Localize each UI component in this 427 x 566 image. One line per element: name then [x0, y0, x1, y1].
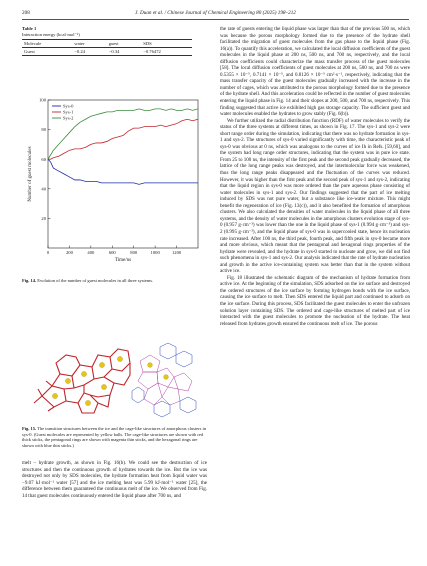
legend-label: Sys-2: [63, 115, 74, 121]
y-tick-label: 80: [41, 127, 46, 133]
table-cell: Guest: [24, 49, 35, 55]
red-cage-network: [34, 349, 130, 413]
table-row: [22, 48, 192, 56]
x-axis-label: Time/ns: [114, 258, 132, 263]
figure-14-caption-text: Evolution of the number of guest molecules in all three systems.: [37, 278, 154, 283]
figure-15-caption-text: The transition structures between the ice and the cage-like structures of amorphous clusters in sys-0. (Guest molecules are represented by yellow balls. The cage-like structures are shown with red thick sticks, the pentagonal rings are shown with magenta thin sticks, and the hexagonal rings are shown with blue thin sticks.): [22, 426, 206, 448]
x-tick-label: 1000: [150, 250, 160, 255]
interaction-energy-table: [22, 39, 192, 56]
left-column: [22, 26, 207, 556]
table-cell: −0.76472: [143, 49, 161, 55]
y-tick-label: 60: [41, 156, 46, 162]
table-title: Interaction energy (kcal·mol⁻¹): [22, 31, 80, 37]
right-column: [220, 26, 410, 556]
x-tick-label: 400: [87, 250, 95, 255]
table-caption: [22, 26, 207, 37]
header-rule: [22, 19, 409, 20]
journal-citation: J. Duan et al. / Chinese Journal of Chemical Engineering 80 (2025) 198–212: [135, 10, 296, 16]
y-tick-label: 100: [39, 97, 46, 103]
right-paragraph-2: We further utilized the radial distribution function (RDF) of water molecules to verify the status of the three systems at different times, as shown in Fig. 17. The sys-1 and sys-2 were short range order during the simulation, indicating that there was no hydrate formation in sys-1 and sys-2. The structures of sys-0 varied significantly with time, the characteristic peak of sys-0 was obvious at 0 ns, which was analogous to the curves of ice Ih in Refs. [59,60], and the system had long range order structures, indicating that the system was in pure ice state. From 25 to 100 ns, the intensity of the first peak and the second peak gradually decreased, the lattice of the long range peaks was destroyed, and the intermolecular force was weakened, thus the long range peaks disappeared and the fluctuation of the curves was reduced. However, it was higher than the first peak and the second peak of sys-1 and sys-2, indicating that the liquid region in sys-0 was more ordered than the pure aqueous phase consisting of water molecules in sys-1 and sys-2. Our findings suggested that the part of ice melting induced by SDS was not pure water, but a substance like ice-water mixture. This might benefit the regeneration of ice (Fig. 13(c)), and it also benefited the formation of amorphous clusters. We also calculated the densities of water molecules in the liquid phase of all three systems, and the density of water molecules in the amorphous clusters evolution stage of sys-0 (0.957 g·cm⁻³) was lower than the one in the liquid phase of sys-1 (0.994 g·cm⁻³) and sys-2 (0.995 g·cm⁻³), and the liquid phase of sys-0 was in supercooled state, hence its nucleation rate increased. After 100 ns, the third peak, fourth peak, and fifth peak in sys-0 became more and more obvious, which meant that the pentagonal and hexagonal rings properties of the hydrate were revealed, and the hydrate in sys-0 started to nucleate and grow, we did not find such phenomena in sys-1 and sys-2. Our analysis indicated that the rate of hydrate nucleation and growth in the active ice-containing system was better than that in the system without active ice.: [220, 117, 410, 275]
series-line-sys-0: [48, 159, 198, 184]
y-tick-label: 40: [41, 186, 46, 192]
x-tick-label: 1200: [171, 250, 182, 255]
figure-14: [22, 88, 207, 293]
figure-15: [22, 341, 207, 456]
y-tick-label: 20: [41, 216, 46, 221]
table-cell: −0.24: [74, 49, 85, 55]
series-line-sys-1: [48, 119, 198, 159]
y-axis-label: Number of guest molecules: [28, 146, 33, 202]
legend-label: Sys-1: [63, 109, 74, 115]
figure-14-caption: [22, 278, 207, 284]
legend-label: Sys-0: [63, 103, 74, 109]
guest-molecules-chart: [22, 88, 207, 273]
page-number: 208: [22, 10, 30, 16]
table-header-cell: guest: [108, 41, 119, 47]
right-paragraph-3: Fig. 18 illustrated the schematic diagram of the mechanism of hydrate formation from active ice. At the beginning of the simulation, SDS adsorbed on the ice surface and destroyed the ordered structures of the ice surface by forming hydrogen bonds with the ice surface, causing the ice surface to melt. Then SDS entered the liquid part and continued to adsorb on the ice surface. During this process, SDS facilitated the guest molecules to enter the unfrozen solution layer containing SDS. The ordered and cage-like structures of melted part of ice interacted with the guest molecules to promote the nucleation of the hydrate. The heat released from hydrates growth ensured the continuous melt of ice. The porous: [220, 274, 410, 327]
table-header-cell: Molecule: [24, 41, 42, 47]
magenta-pentagon-rings: [138, 355, 192, 405]
table-header-row: [22, 40, 192, 48]
x-tick-label: 800: [130, 250, 138, 255]
left-paragraph: melt – hydrate growth, as shown in Fig. 16(b). We could see the destruction of ice structures and then the continuous growth of hydrates towards the ice. But the ice was destroyed not only by SDS molecules, the hydrate formation heat from liquid water was −9.07 kJ·mol⁻¹ water [57] and the ice melting heat was 5.99 kJ·mol⁻¹ water [25], the difference between them guaranteed the continuous melt of the ice. We observed from Fig. 14 that guest molecules continuously entered the liquid phase after 700 ns, and: [22, 460, 207, 499]
figure-15-caption: [22, 426, 207, 448]
table-label: Table 1: [22, 26, 37, 31]
x-tick-label: 600: [108, 250, 116, 255]
figure-15-label: Fig. 15.: [22, 426, 37, 431]
page-header: [22, 8, 409, 18]
table-header-cell: water: [74, 41, 85, 47]
plot-frame: [48, 100, 198, 248]
x-tick-label: 0: [46, 250, 50, 255]
blue-hexagon-rings: [132, 343, 196, 417]
left-body-text: [22, 460, 207, 499]
right-paragraph-1: the rate of guests entering the liquid phase was larger than that of the previous 500 ns, which was because the porous morphology formed due to the presence of the hydrate shell facilitated the migration of guest molecules from the gas phase to the liquid phase (Fig. 16(a)). To quantify this acceleration, we calculated the local diffusion coefficients of the guest molecules in the liquid phase at 200 ns, 500 ns, and 700 ns, respectively, and the local diffusion coefficients could characterize the mass transfer process of the guest molecules [58]. The local diffusion coefficients of guest molecules at 200 ns, 500 ns, and 700 ns were 0.5355 × 10⁻⁵, 0.7141 × 10⁻⁵, and 0.8126 × 10⁻⁵ cm²·s⁻¹, respectively, indicating that the mass transfer capacity of the guest molecules gradually increased with the increase in the number of cages, which was attributed to the porous morphology formed due to the presence of the hydrate shell. And this acceleration could be reflected in the number of guest molecules entering the liquid phase in Fig. 14 and their slopes at 200, 500, and 700 ns, respectively. This finding suggested that active ice exhibited high gas storage capacity. The sufficient guest and water molecules enabled the hydrates to grow stably (Fig. 6(b)).: [220, 26, 410, 118]
figure-14-label: Fig. 14.: [22, 278, 37, 283]
table-cell: −0.34: [108, 49, 120, 55]
x-tick-label: 200: [65, 250, 73, 255]
ice-cage-structure-image: [22, 341, 207, 421]
table-header-cell: SDS: [143, 41, 152, 47]
